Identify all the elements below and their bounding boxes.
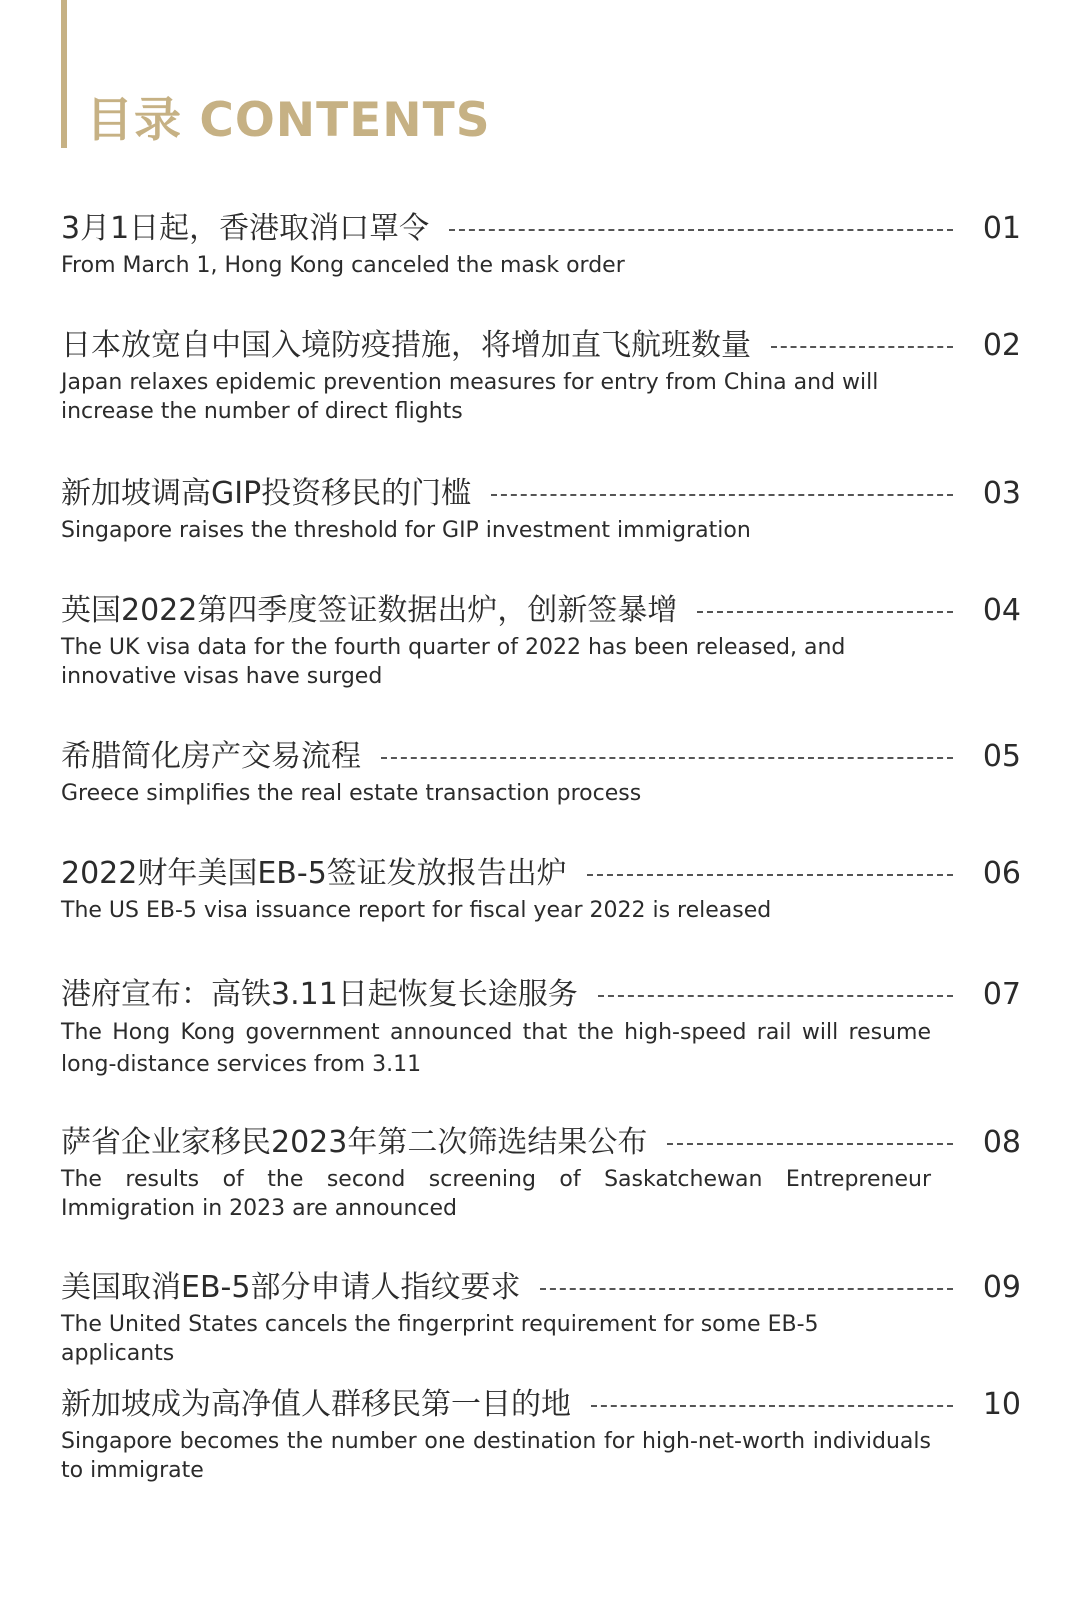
dotted-leader [771,346,953,348]
toc-entry-page-number: 07 [982,977,1021,1012]
dotted-leader [598,995,953,997]
toc-entry-07[interactable] [61,975,1021,1095]
toc-entry-page-number: 01 [982,211,1021,246]
toc-entry-heading-row [61,737,1021,777]
toc-entry-cn-title: 新加坡成为高净值人群移民第一目的地 [61,1387,571,1422]
toc-entry-en-description: The US EB-5 visa issuance report for fiscal year 2022 is released [61,898,772,923]
dotted-leader [449,229,953,231]
toc-entry-05[interactable] [61,737,1021,857]
toc-entry-en-description: The UK visa data for the fourth quarter of 2022 has been released, and innovative visas have surged [61,635,846,689]
toc-entry-cn-title: 3月1日起，香港取消口罩令 [61,211,430,246]
toc-entry-03[interactable] [61,474,1021,594]
toc-entry-cn-title: 2022财年美国EB-5签证发放报告出炉 [61,856,567,891]
toc-entry-page-number: 04 [982,593,1021,628]
toc-entry-en-description: The results of the second screening of Saskatchewan Entrepreneur Immigration in 2023 are announced [61,1167,931,1221]
toc-entry-heading-row [61,1123,1021,1163]
toc-entry-en-description: From March 1, Hong Kong canceled the mask order [61,253,625,278]
toc-entry-en-description: Singapore raises the threshold for GIP investment immigration [61,518,751,543]
toc-entry-heading-row [61,591,1021,631]
toc-entry-10[interactable] [61,1385,1021,1505]
title-accent-bar [61,0,67,148]
toc-entry-en-description: The Hong Kong government announced that the high-speed rail will resume long-distance services from 3.11 [61,1020,931,1077]
dotted-leader [381,757,953,759]
dotted-leader [491,494,953,496]
toc-entry-cn-title: 日本放宽自中国入境防疫措施，将增加直飞航班数量 [61,328,751,363]
toc-entry-cn-title: 新加坡调高GIP投资移民的门槛 [61,476,472,511]
toc-entry-heading-row [61,1268,1021,1308]
toc-entry-en-description: Japan relaxes epidemic prevention measures for entry from China and will increase the number of direct flights [61,370,879,424]
dotted-leader [667,1143,953,1145]
toc-entry-page-number: 09 [982,1270,1021,1305]
toc-entry-cn-title: 美国取消EB-5部分申请人指纹要求 [61,1270,521,1305]
dotted-leader [587,874,953,876]
toc-entry-08[interactable] [61,1123,1021,1243]
toc-entry-01[interactable] [61,209,1021,329]
dotted-leader [591,1405,953,1407]
toc-entry-heading-row [61,975,1021,1015]
page-title: 目录 CONTENTS [86,93,491,148]
toc-entry-en-description: Singapore becomes the number one destination for high-net-worth individuals to immigrate [61,1429,931,1483]
toc-entry-heading-row [61,1385,1021,1425]
toc-entry-04[interactable] [61,591,1021,711]
toc-entry-page-number: 03 [982,476,1021,511]
toc-entry-heading-row [61,209,1021,249]
toc-entry-page-number: 10 [982,1387,1021,1422]
toc-entry-en-description: The United States cancels the fingerprint requirement for some EB-5 applicants [61,1312,819,1366]
toc-entry-cn-title: 希腊简化房产交易流程 [61,739,361,774]
toc-entry-page-number: 06 [982,856,1021,891]
toc-entry-cn-title: 萨省企业家移民2023年第二次筛选结果公布 [61,1125,648,1160]
toc-entry-page-number: 05 [982,739,1021,774]
dotted-leader [540,1288,953,1290]
dotted-leader [697,611,953,613]
toc-entry-page-number: 08 [982,1125,1021,1160]
toc-entry-09[interactable] [61,1268,1021,1388]
toc-entry-06[interactable] [61,854,1021,974]
toc-entry-cn-title: 港府宣布：高铁3.11日起恢复长途服务 [61,977,578,1012]
toc-entry-heading-row [61,326,1021,366]
toc-entry-heading-row [61,474,1021,514]
toc-entry-02[interactable] [61,326,1021,446]
toc-entry-en-description: Greece simplifies the real estate transaction process [61,781,642,806]
toc-entry-page-number: 02 [982,328,1021,363]
toc-entry-heading-row [61,854,1021,894]
toc-entry-cn-title: 英国2022第四季度签证数据出炉，创新签暴增 [61,593,678,628]
